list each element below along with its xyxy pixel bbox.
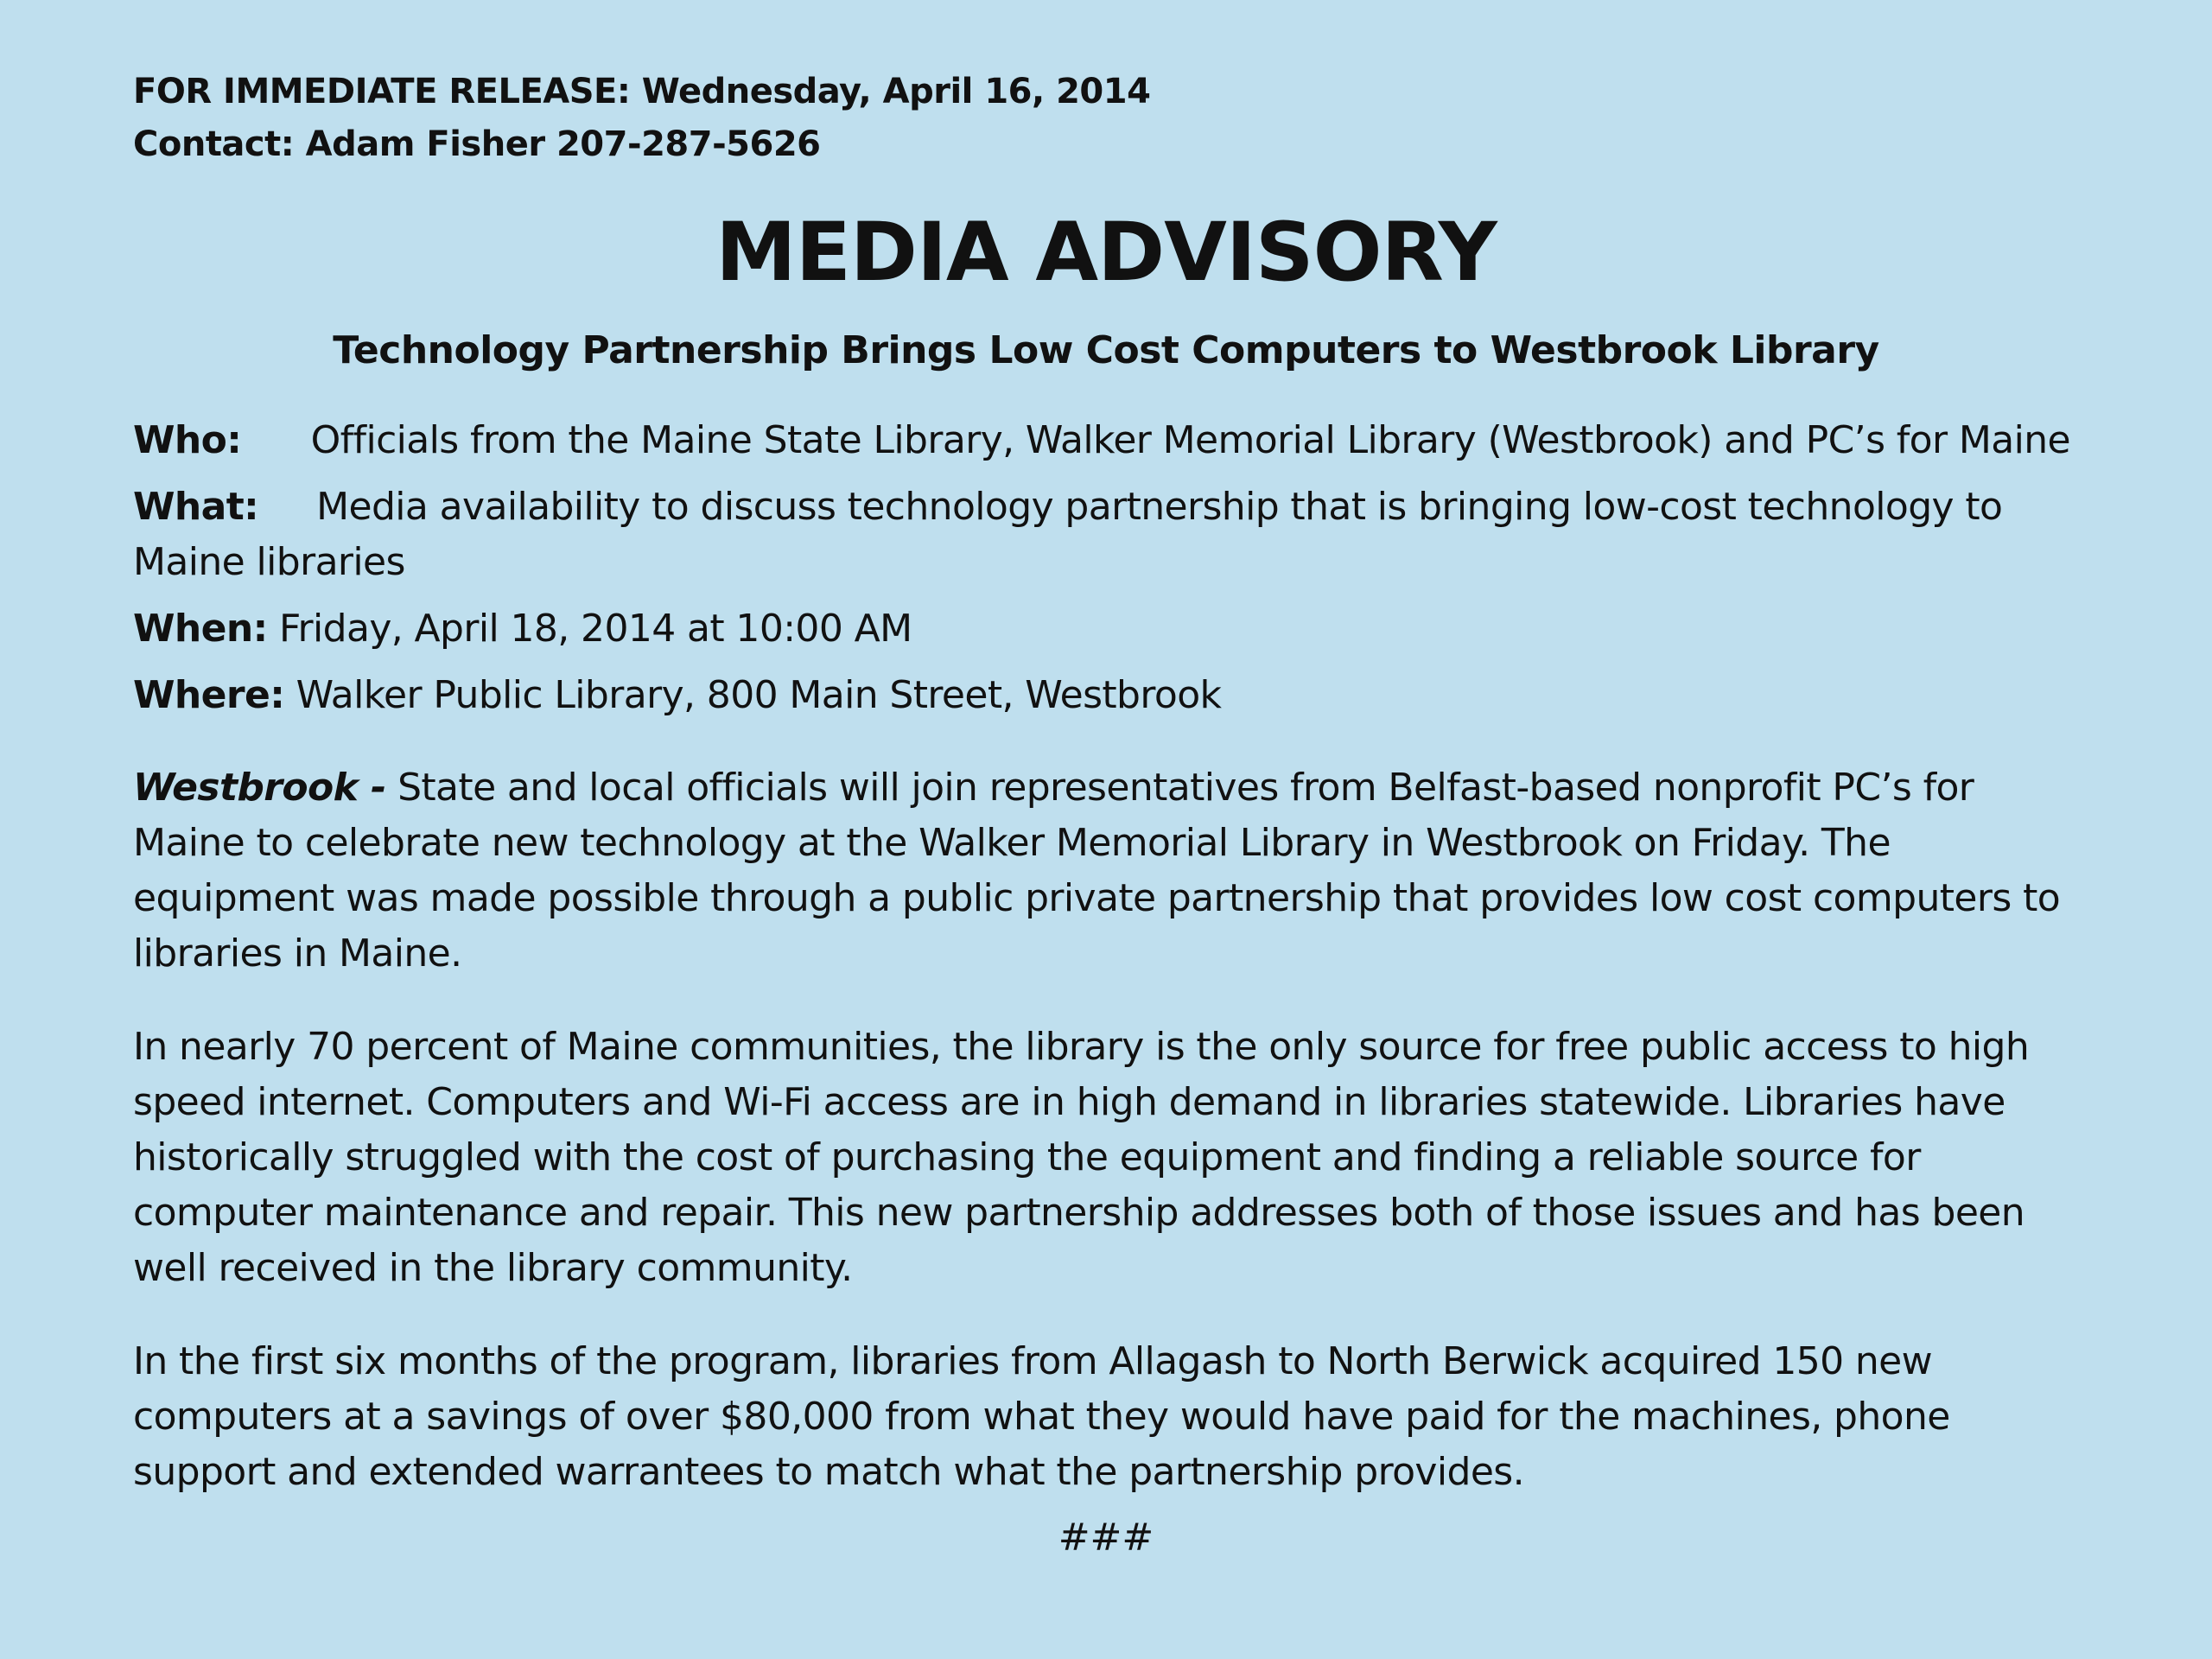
detail-who — [133, 413, 2086, 468]
release-date-line: FOR IMMEDIATE RELEASE: Wednesday, April 16, 2014 — [133, 72, 1151, 111]
event-details — [133, 413, 2086, 734]
detail-who-spacer — [253, 418, 300, 462]
detail-when — [133, 601, 2086, 657]
body-paragraph-1-text: State and local officials will join representatives from Belfast-based nonprofit PC’s for Maine to celebrate new technology at the Walker Memorial Library in Westbrook on Friday. The equipment was made possible through a public private partnership that provides low cost computers to libraries in Maine. — [133, 766, 2061, 976]
detail-what-text: Media availability to discuss technology partnership that is bringing low-cost technology to Maine libraries — [133, 485, 2003, 584]
detail-what-label: What: — [133, 485, 259, 529]
page-subtitle: Technology Partnership Brings Low Cost Computers to Westbrook Library — [333, 328, 1879, 372]
body-paragraph-2: In nearly 70 percent of Maine communities, the library is the only source for free public access to high speed internet. Computers and Wi-Fi access are in high demand in libraries statewide. Libraries have historically struggled with the cost of purchasing the equipment and finding a reliable source for computer maintenance and repair. This new partnership addresses both of those issues and has been well received in the library community. — [133, 1025, 2030, 1290]
detail-who-label: Who: — [133, 418, 242, 462]
end-mark: ### — [1058, 1516, 1154, 1560]
detail-where-label: Where: — [133, 673, 285, 717]
release-info — [133, 66, 1688, 171]
detail-what-spacer — [270, 485, 305, 529]
detail-where-text: Walker Public Library, 800 Main Street, Westbrook — [296, 673, 1222, 717]
dateline: Westbrook - — [133, 766, 386, 810]
detail-where — [133, 668, 2086, 723]
detail-when-text: Friday, April 18, 2014 at 10:00 AM — [279, 607, 912, 651]
detail-what — [133, 480, 2086, 590]
page-title: MEDIA ADVISORY — [715, 206, 1497, 300]
body-paragraph-1 — [133, 760, 2086, 982]
body-paragraph-3: In the first six months of the program, libraries from Allagash to North Berwick acquired 150 new computers at a savings of over $80,000 from what they would have paid for the machines, phone support and extended warrantees to match what the partnership provides. — [133, 1339, 1950, 1494]
advisory-body — [133, 760, 2086, 1538]
detail-when-label: When: — [133, 607, 268, 651]
detail-who-text: Officials from the Maine State Library, Walker Memorial Library (Westbrook) and PC’s for Maine — [310, 418, 2070, 462]
contact-line: Contact: Adam Fisher 207-287-5626 — [133, 124, 821, 164]
